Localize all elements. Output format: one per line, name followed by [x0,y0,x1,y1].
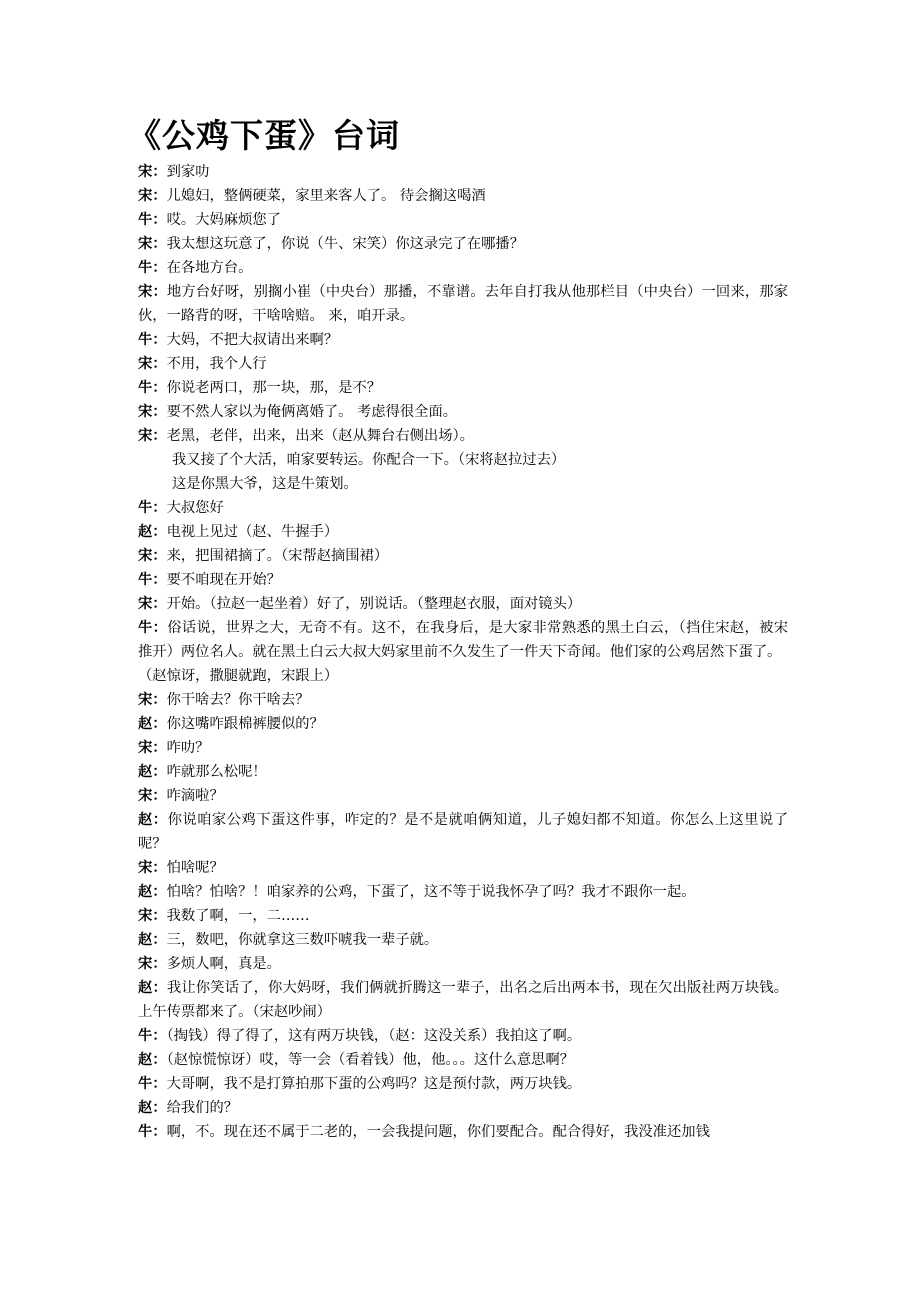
speaker-label: 宋： [138,428,167,444]
line-text: 俗话说，世界之大，无奇不有。这不，在我身后，是大家非常熟悉的黑土白云，（挡住宋赵，被宋推开）两位名人。就在黑土白云大叔大妈家里前不久发生了一件天下奇闻。他们家的公鸡居然下蛋了。 [138,620,789,660]
speaker-label: 宋： [138,236,167,252]
line-text: 我又接了个大活，咱家要转运。你配合一下。（宋将赵拉过去） [172,452,566,468]
line-text: 你说咱家公鸡下蛋这件事，咋定的？是不是就咱俩知道，儿子媳妇都不知道。你怎么上这里说了呢？ [138,812,789,852]
line-text: 要不然人家以为俺俩离婚了。 考虑得很全面。 [166,404,458,420]
speaker-label: 赵： [138,980,167,996]
line-text: 你这嘴咋跟棉裤腰似的？ [166,716,324,732]
line-text: 大叔您好 [166,500,224,516]
speaker-label: 赵： [138,716,167,732]
line-text: 我让你笑话了，你大妈呀，我们俩就折腾这一辈子，出名之后出两本书，现在欠出版社两万块钱。上午传票都来了。（宋赵吵闹） [138,980,789,1020]
script-line [138,712,788,736]
script-line [138,472,788,496]
script-line [138,688,788,712]
line-text: 我数了啊，一，二…… [166,908,310,924]
speaker-label: 宋： [138,596,167,612]
script-line [138,952,788,976]
line-text: 这是你黑大爷，这是牛策划。 [172,476,358,492]
script-line [138,1072,788,1096]
script-line [138,616,788,664]
speaker-label: 宋： [138,956,167,972]
document-title: 《公鸡下蛋》台词 [128,116,400,155]
speaker-label: 宋： [138,692,167,708]
line-text: 电视上见过（赵、牛握手） [166,524,339,540]
line-text: 三，数吧，你就拿这三数吓唬我一辈子就。 [166,932,439,948]
speaker-label: 牛： [138,572,167,588]
line-text: 不用，我个人行 [166,356,267,372]
script-line [138,736,788,760]
line-text: （赵惊慌惊讶）哎，等一会（看着钱）他，他。。。这什么意思啊？ [166,1052,575,1068]
speaker-label: 赵： [138,884,167,900]
script-line [138,544,788,568]
speaker-label: 牛： [138,500,167,516]
line-text: 到家叻 [166,164,210,180]
line-text: 怕啥？怕啥？！咱家养的公鸡，下蛋了，这不等于说我怀孕了吗？我才不跟你一起。 [166,884,696,900]
speaker-label: 宋： [138,284,167,300]
script-line [138,784,788,808]
script-line [138,208,788,232]
script-line [138,1120,788,1144]
script-line [138,1024,788,1048]
line-text: 地方台好呀，别搁小崔（中央台）那播，不靠谱。去年自打我从他那栏目（中央台）一回来，那家伙，一路背的呀，干啥啥赔。 来，咱开录。 [138,284,789,324]
script-line [138,448,788,472]
line-text: （赵惊讶，撒腿就跑，宋跟上） [138,668,339,684]
speaker-label: 牛： [138,1028,167,1044]
speaker-label: 宋： [138,740,167,756]
speaker-label: 牛： [138,212,167,228]
script-line [138,328,788,352]
script-line [138,856,788,880]
script-line [138,376,788,400]
script-line [138,568,788,592]
speaker-label: 宋： [138,548,167,564]
script-line [138,352,788,376]
line-text: 你说老两口，那一块，那，是不？ [166,380,382,396]
script-line [138,256,788,280]
speaker-label: 牛： [138,260,167,276]
speaker-label: 宋： [138,356,167,372]
speaker-label: 赵： [138,1100,167,1116]
speaker-label: 宋： [138,908,167,924]
line-text: 你干啥去？你干啥去？ [166,692,310,708]
line-text: 要不咱现在开始？ [166,572,281,588]
speaker-label: 赵： [138,764,167,780]
line-text: 大妈，不把大叔请出来啊？ [166,332,339,348]
speaker-label: 赵： [138,812,168,828]
line-text: 开始。（拉赵一起坐着）好了，别说话。（整理赵衣服，面对镜头） [166,596,582,612]
script-line [138,424,788,448]
line-text: 多烦人啊，真是。 [166,956,281,972]
script-line [138,976,788,1024]
line-text: 怕啥呢？ [166,860,224,876]
line-text: 来，把围裙摘了。（宋帮赵摘围裙） [166,548,389,564]
script-line [138,760,788,784]
line-text: 在各地方台。 [166,260,253,276]
speaker-label: 宋： [138,164,167,180]
script-line [138,280,788,328]
speaker-label: 牛： [138,1076,167,1092]
speaker-label: 赵： [138,932,167,948]
script-line [138,928,788,952]
script-line [138,904,788,928]
script-line [138,1096,788,1120]
line-text: （掏钱）得了得了，这有两万块钱，（赵：这没关系）我拍这了啊。 [166,1028,582,1044]
script-line [138,808,788,856]
script-body [138,160,788,1144]
script-line [138,496,788,520]
script-line [138,160,788,184]
speaker-label: 赵： [138,524,167,540]
script-line [138,400,788,424]
line-text: 儿媳妇，整俩硬菜，家里来客人了。 待会搁这喝酒 [166,188,486,204]
script-line [138,880,788,904]
script-line [138,184,788,208]
line-text: 咋叻？ [166,740,210,756]
script-line [138,664,788,688]
script-line [138,1048,788,1072]
line-text: 老黑，老伴，出来，出来（赵从舞台右侧出场）。 [166,428,474,444]
speaker-label: 牛： [138,380,167,396]
line-text: 咋滴啦？ [166,788,224,804]
speaker-label: 牛： [138,332,167,348]
speaker-label: 宋： [138,404,167,420]
script-line [138,592,788,616]
speaker-label: 牛： [138,620,168,636]
line-text: 哎。大妈麻烦您了 [166,212,281,228]
line-text: 给我们的？ [166,1100,239,1116]
line-text: 啊，不。现在还不属于二老的，一会我提问题，你们要配合。配合得好，我没准还加钱 [166,1124,710,1140]
line-text: 咋就那么松呢！ [166,764,267,780]
line-text: 大哥啊，我不是打算拍那下蛋的公鸡吗？这是预付款，两万块钱。 [166,1076,582,1092]
speaker-label: 宋： [138,788,167,804]
speaker-label: 赵： [138,1052,167,1068]
script-line [138,232,788,256]
script-line [138,520,788,544]
speaker-label: 牛： [138,1124,167,1140]
line-text: 我太想这玩意了，你说（牛、宋笑）你这录完了在哪播？ [166,236,525,252]
speaker-label: 宋： [138,188,167,204]
speaker-label: 宋： [138,860,167,876]
